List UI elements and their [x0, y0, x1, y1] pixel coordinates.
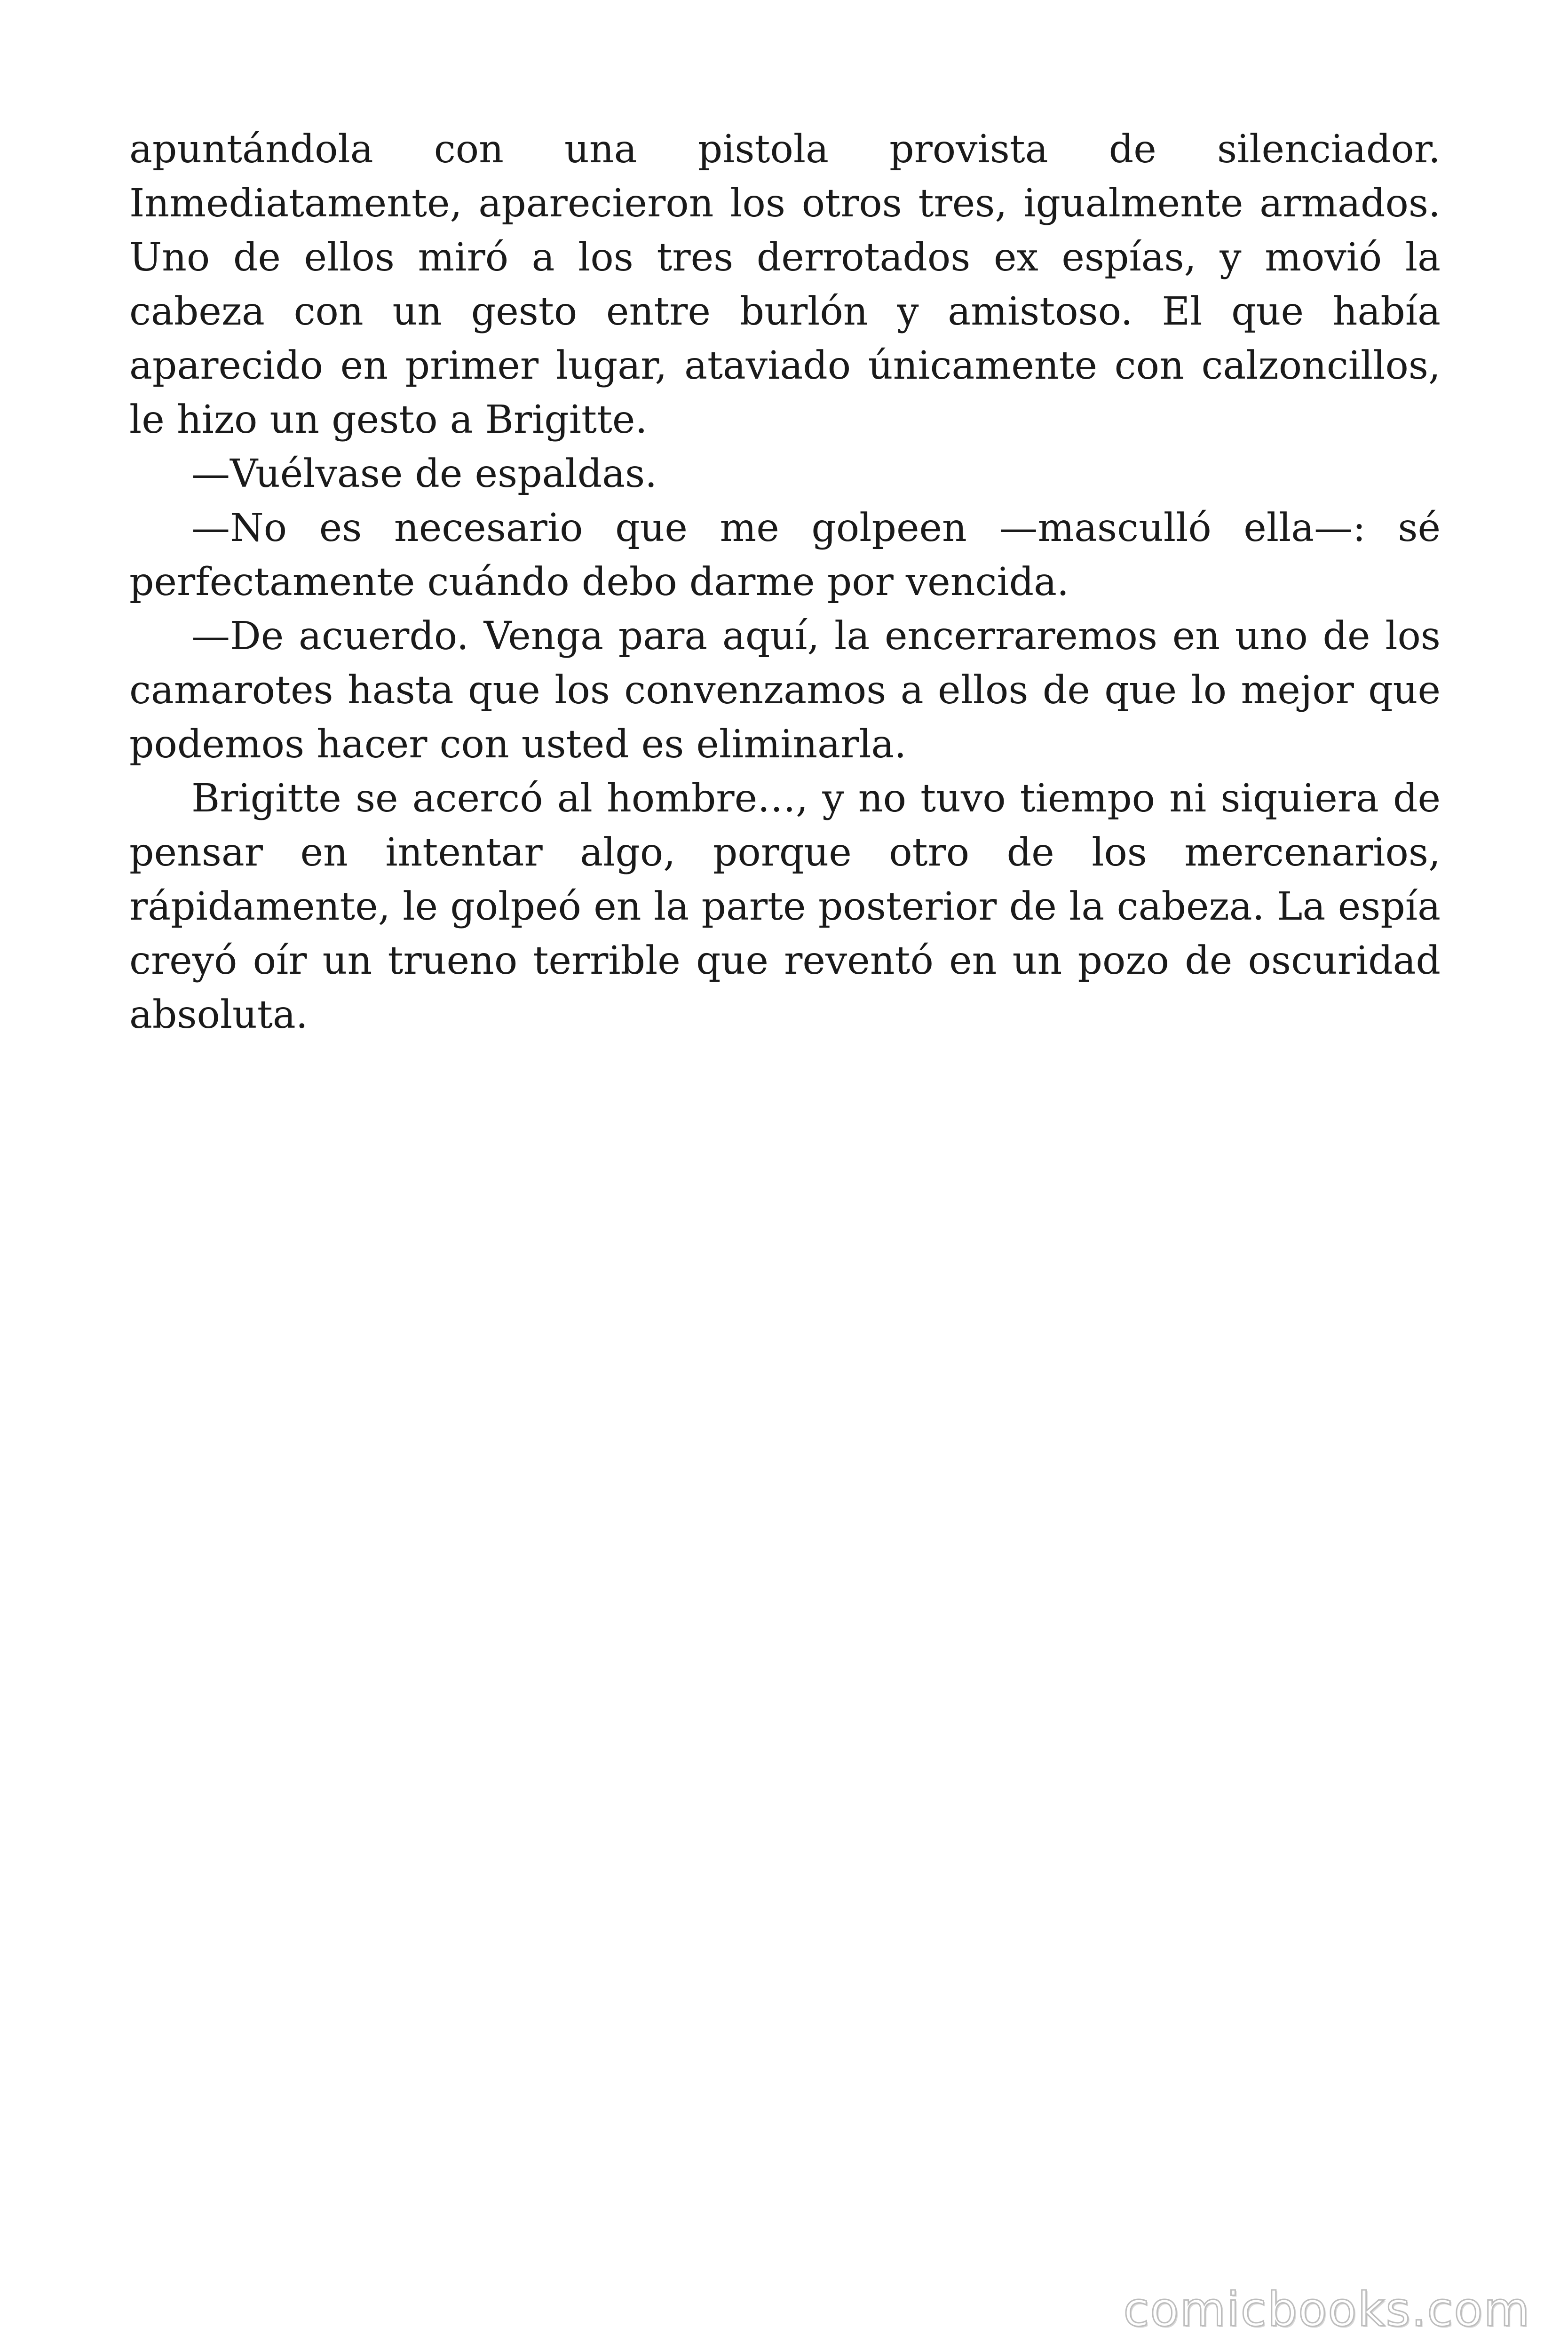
watermark: comicbooks.com [1123, 2282, 1530, 2337]
dialogue-paragraph: —De acuerdo. Venga para aquí, la encerraremos en uno de los camarotes hasta que los convenzamos a ellos de que lo mejor que podemos hacer con usted es eliminarla. [129, 614, 1441, 767]
narrative-paragraph: Brigitte se acercó al hombre…, y no tuvo tiempo ni siquiera de pensar en intentar algo, porque otro de los mercenarios, rápidamente, le golpeó en la parte posterior de la cabeza. La espía creyó oír un trueno terrible que reventó en un pozo de oscuridad absoluta. [129, 776, 1441, 1037]
body-text [129, 122, 1441, 1042]
dialogue-paragraph: —Vuélvase de espaldas. [191, 452, 657, 496]
paragraph-continuation: apuntándola con una pistola provista de silenciador. Inmediatamente, aparecieron los otros tres, igualmente armados. Uno de ellos miró a los tres derrotados ex espías, y movió la cabeza con un gesto entre burlón y amistoso. El que había aparecido en primer lugar, ataviado únicamente con calzoncillos, le hizo un gesto a Brigitte. [129, 127, 1441, 442]
dialogue-paragraph: —No es necesario que me golpeen —mascullό ella—: sé perfectamente cuándo debo darme por vencida. [129, 506, 1441, 604]
